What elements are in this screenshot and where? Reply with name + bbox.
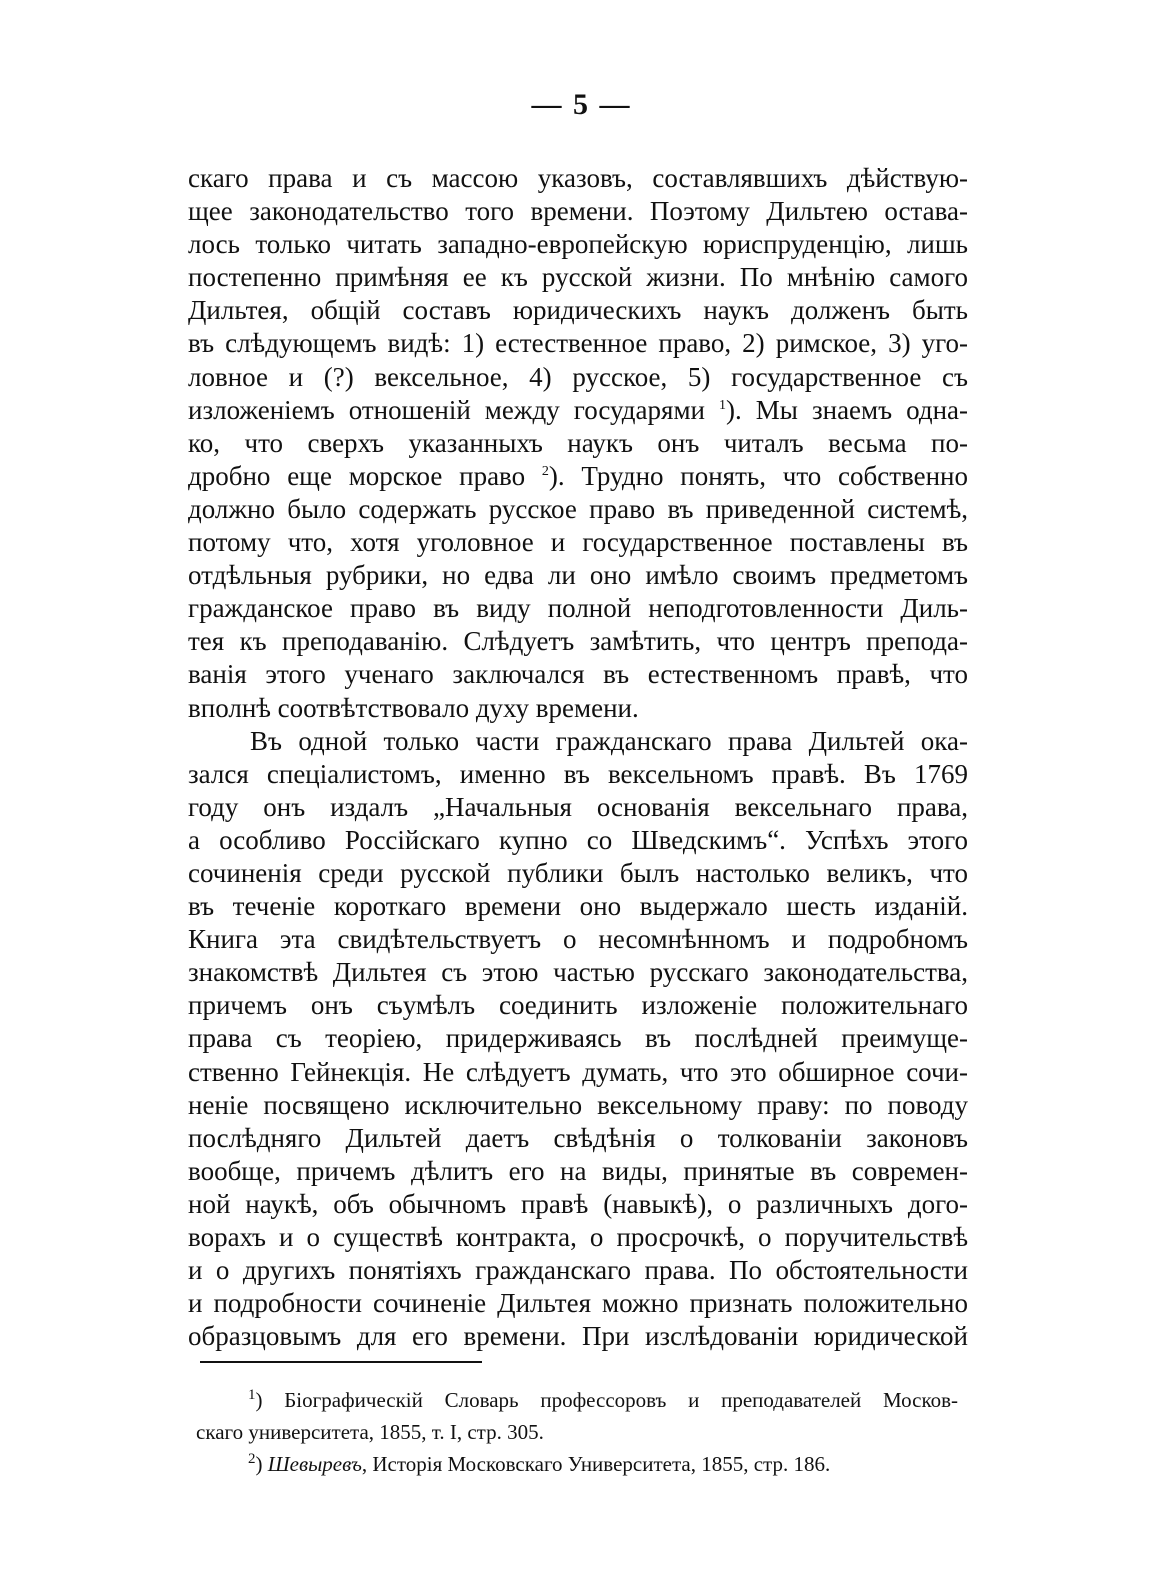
text-line: ной наукѣ, объ обычномъ правѣ (навыкѣ), о различныхъ дого- bbox=[188, 1188, 968, 1219]
text-line: Книга эта свидѣтельствуетъ о несомнѣнномъ и подробномъ bbox=[188, 924, 968, 955]
text-line: ственно Гейнекція. Не слѣдуетъ думать, что это обширное сочи- bbox=[188, 1056, 968, 1087]
text-line: отдѣльныя рубрики, но едва ли оно имѣло своимъ предметомъ bbox=[188, 560, 968, 591]
text-line: лось только читать западно-европейскую юриспруденцію, лишь bbox=[188, 229, 968, 260]
text-line: постепенно примѣняя ее къ русской жизни. По мнѣнію самого bbox=[188, 262, 968, 293]
text-line: въ теченіе короткаго времени оно выдержало шесть изданій. bbox=[188, 891, 968, 922]
footnote-1-continued: скаго университета, 1855, т. I, стр. 305. bbox=[196, 1420, 544, 1444]
footnote-2 bbox=[248, 1448, 958, 1480]
text-segment: дробно еще морское право bbox=[188, 460, 526, 491]
footnote-1 bbox=[248, 1384, 958, 1416]
text-line: вполнѣ соотвѣтствовало духу времени. bbox=[188, 692, 639, 723]
text-line bbox=[188, 460, 968, 493]
text-line: зался спеціалистомъ, именно въ вексельномъ правѣ. Въ 1769 bbox=[188, 758, 968, 789]
text-line: потому что, хотя уголовное и государственное поставлены въ bbox=[188, 527, 968, 558]
footnote-marker: 2 bbox=[248, 1451, 256, 1467]
text-line: щее законодательство того времени. Поэтому Дильтею остава- bbox=[188, 196, 968, 227]
text-line: права съ теоріею, придерживаясь въ послѣдней преимуще- bbox=[188, 1023, 968, 1054]
text-line: Дильтея, общій составъ юридическихъ наукъ долженъ быть bbox=[188, 295, 968, 326]
text-line: должно было содержать русское право въ приведенной системѣ, bbox=[188, 493, 968, 524]
text-segment: ). Мы знаемъ одна- bbox=[726, 394, 969, 425]
text-line: ловное и (?) вексельное, 4) русское, 5) государственное съ bbox=[188, 361, 968, 392]
text-line: ко, что сверхъ указанныхъ наукъ онъ читалъ весьма по- bbox=[188, 427, 968, 458]
footnotes bbox=[196, 1384, 958, 1480]
text-line: году онъ издалъ „Начальныя основанія вексельнаго права, bbox=[188, 791, 968, 822]
text-line: причемъ онъ съумѣлъ соединить изложеніе положительнаго bbox=[188, 990, 968, 1021]
footnote-author: Шевыревъ bbox=[267, 1452, 362, 1476]
text-line: скаго права и съ массою указовъ, составлявшихъ дѣйствую- bbox=[188, 163, 968, 193]
footnote-text: ) Біографическій Словарь профессоровъ и преподавателей Москов- bbox=[255, 1388, 958, 1412]
footnote-marker: 1 bbox=[248, 1387, 256, 1403]
text-line: и подробности сочиненіе Дильтея можно признать положительно bbox=[188, 1288, 968, 1319]
text-line: неніе посвящено исключительно вексельному праву: по поводу bbox=[188, 1089, 968, 1120]
body-text bbox=[188, 162, 968, 1353]
text-line: ванія этого ученаго заключался въ естественномъ правѣ, что bbox=[188, 659, 968, 690]
footnote-ref-2: 2 bbox=[541, 463, 549, 479]
footnote-divider bbox=[200, 1361, 482, 1363]
text-line: знакомствѣ Дильтея съ этою частью русскаго законодательства, bbox=[188, 957, 968, 988]
text-line: послѣдняго Дильтей даетъ свѣдѣнія о толкованіи законовъ bbox=[188, 1122, 968, 1153]
text-line: вообще, причемъ дѣлитъ его на виды, принятые въ современ- bbox=[188, 1155, 968, 1186]
text-line: и о другихъ понятіяхъ гражданскаго права. По обстоятельности bbox=[188, 1255, 968, 1286]
text-line: тея къ преподаванію. Слѣдуетъ замѣтить, что центръ препода- bbox=[188, 626, 968, 657]
text-line: ворахъ и о существѣ контракта, о просрочкѣ, о поручительствѣ bbox=[188, 1222, 968, 1252]
page-number: — 5 — bbox=[531, 88, 632, 121]
text-line: гражданское право въ виду полной неподготовленности Диль- bbox=[188, 593, 968, 624]
text-segment: изложеніемъ отношеній между государями bbox=[188, 394, 705, 425]
footnote-text: , Исторія Московскаго Университета, 1855, стр. 186. bbox=[361, 1452, 831, 1476]
text-line: образцовымъ для его времени. При изслѣдованіи юридической bbox=[188, 1321, 968, 1352]
text-segment: ). Трудно понять, что собственно bbox=[548, 460, 969, 491]
text-line bbox=[188, 394, 968, 427]
text-line: въ слѣдующемъ видѣ: 1) естественное право, 2) римское, 3) уго- bbox=[188, 328, 968, 359]
footnote-text: ) bbox=[255, 1452, 268, 1476]
text-line: Въ одной только части гражданскаго права Дильтей ока- bbox=[250, 725, 968, 756]
text-line: а особливо Россійскаго купно со Шведскимъ“. Успѣхъ этого bbox=[188, 824, 968, 855]
text-line: сочиненія среди русской публики былъ настолько великъ, что bbox=[188, 857, 968, 888]
footnote-ref-1: 1 bbox=[719, 397, 727, 413]
